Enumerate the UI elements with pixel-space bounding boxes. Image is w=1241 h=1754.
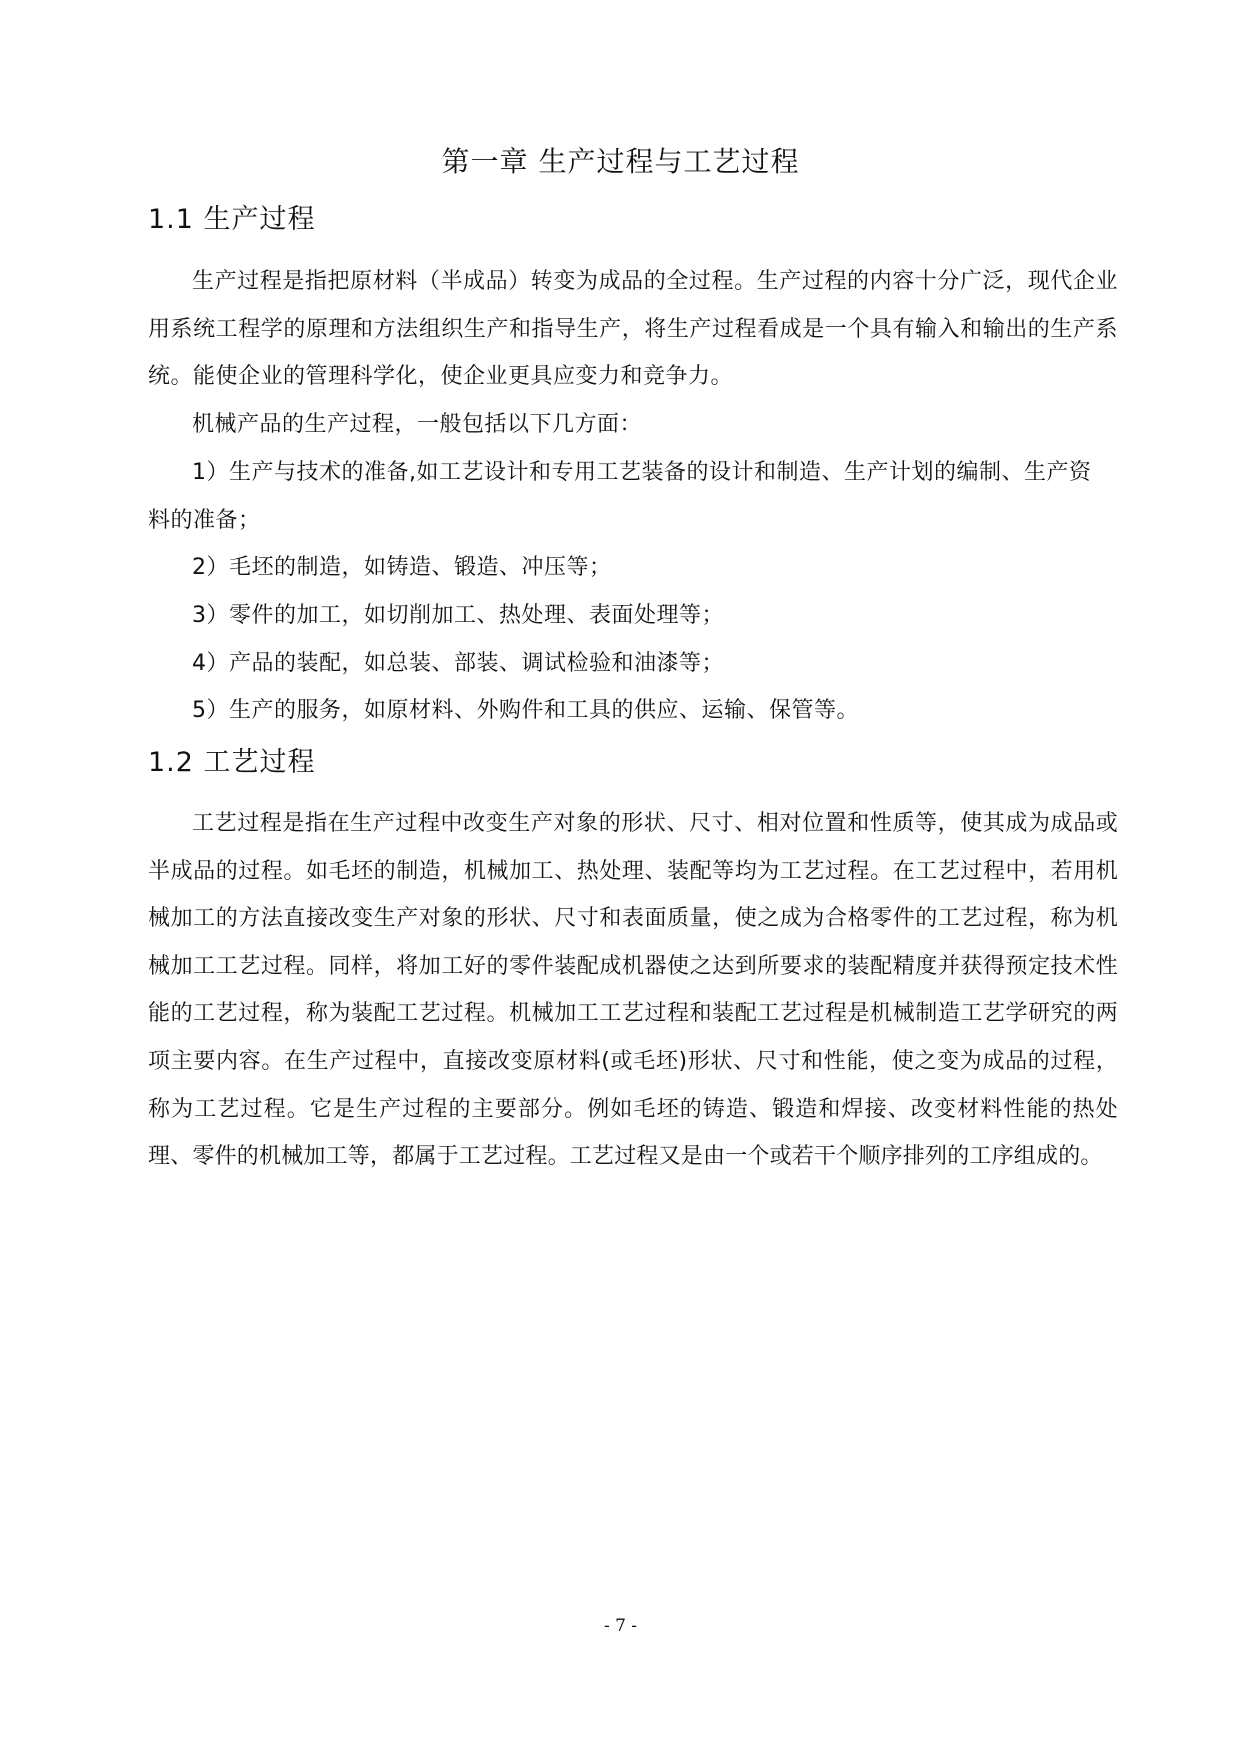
chapter-title: 第一章 生产过程与工艺过程 xyxy=(441,145,800,178)
list-item-5: 5）生产的服务，如原材料、外购件和工具的供应、运输、保管等。 xyxy=(192,698,859,723)
list-item-3: 3）零件的加工，如切削加工、热处理、表面处理等； xyxy=(192,603,724,628)
paragraph-production-process: 生产过程是指把原材料（半成品）转变为成品的全过程。生产过程的内容十分广泛，现代企业用系统工程学的原理和方法组织生产和指导生产，将生产过程看成是一个具有输入和输出的生产系统。能使企业的管理科学化，使企业更具应变力和竞争力。 xyxy=(148,269,1118,390)
list-item-1: 1）生产与技术的准备,如工艺设计和专用工艺装备的设计和制造、生产计划的编制、生产资料的准备； xyxy=(148,460,1092,533)
list-item-2: 2）毛坯的制造，如铸造、锻造、冲压等； xyxy=(192,555,612,580)
paragraph-production-scope: 机械产品的生产过程，一般包括以下几方面： xyxy=(192,412,643,437)
section-heading-1-2: 1.2 工艺过程 xyxy=(148,747,316,778)
section-heading-1-1: 1.1 生产过程 xyxy=(148,204,316,235)
page-number: - 7 - xyxy=(603,1616,638,1636)
list-item-4: 4）产品的装配，如总装、部装、调试检验和油漆等； xyxy=(192,651,724,676)
paragraph-process-definition: 工艺过程是指在生产过程中改变生产对象的形状、尺寸、相对位置和性质等，使其成为成品或半成品的过程。如毛坯的制造，机械加工、热处理、装配等均为工艺过程。在工艺过程中，若用机械加工的方法直接改变生产对象的形状、尺寸和表面质量，使之成为合格零件的工艺过程，称为机械加工工艺过程。同样，将加工好的零件装配成机器使之达到所要求的装配精度并获得预定技术性能的工艺过程，称为装配工艺过程。机械加工工艺过程和装配工艺过程是机械制造工艺学研究的两项主要内容。在生产过程中，直接改变原材料(或毛坯)形状、尺寸和性能，使之变为成品的过程，称为工艺过程。它是生产过程的主要部分。例如毛坯的铸造、锻造和焊接、改变材料性能的热处理、零件的机械加工等，都属于工艺过程。工艺过程又是由一个或若干个顺序排列的工序组成的。 xyxy=(148,811,1118,1170)
